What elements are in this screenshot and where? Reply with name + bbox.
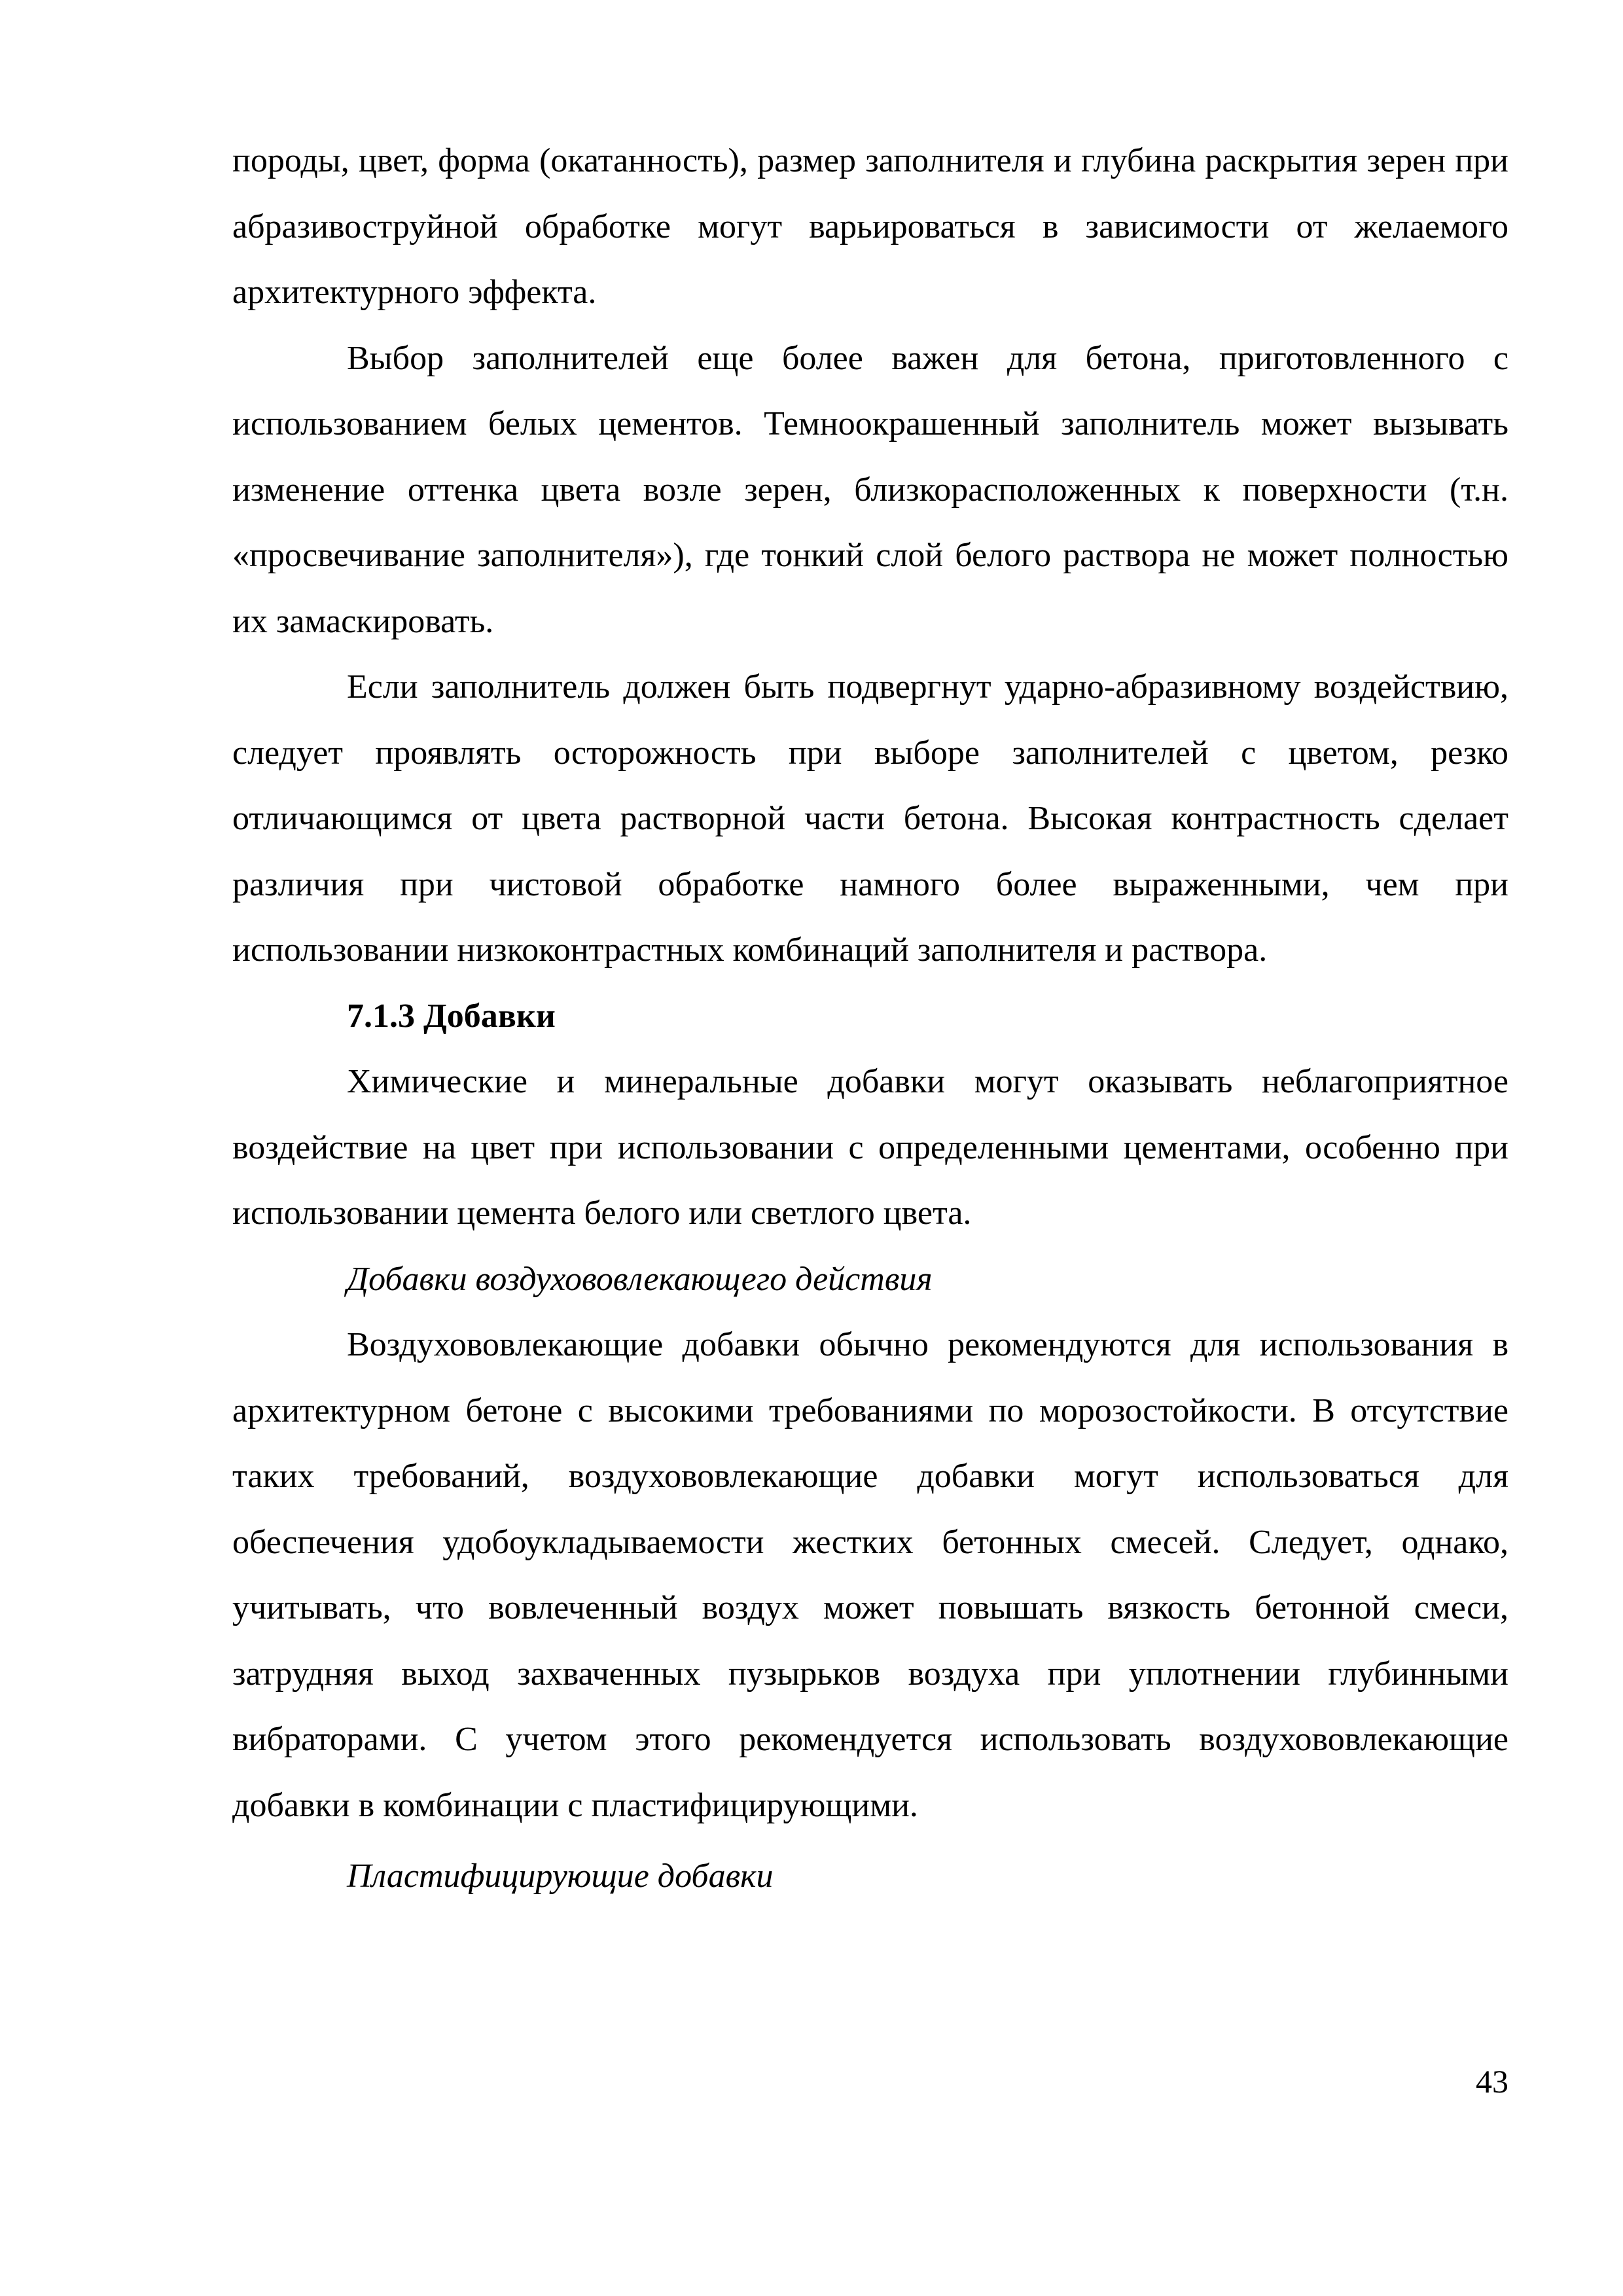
page-number: 43 <box>1476 2063 1508 2100</box>
paragraph-air-entraining: Воздухововлекающие добавки обычно рекомендуются для использования в архитектурном бетоне с высокими требованиями по морозостойкости. В отсутствие таких требований, воздухововлекающие добавки могут использоваться для обеспечения удобоукладываемости жестких бетонных смесей. Следует, однако, учитывать, что вовлеченный воздух может повышать вязкость бетонной смеси, затрудняя выход захваченных пузырьков воздуха при уплотнении глубинными вибраторами. С учетом этого рекомендуется использовать воздухововлекающие добавки в комбинации с пластифицирующими. <box>232 1326 1508 1824</box>
paragraph-continuation: породы, цвет, форма (окатанность), размер заполнителя и глубина раскрытия зерен при абразивоструйной обработке могут варьироваться в зависимости от желаемого архитектурного эффекта. <box>232 142 1508 311</box>
section-heading: 7.1.3 Добавки <box>347 997 556 1035</box>
subheading-air-entraining: Добавки воздухововлекающего действия <box>347 1260 933 1298</box>
paragraph-abrasive-treatment: Если заполнитель должен быть подвергнут ударно-абразивному воздействию, следует проявлять осторожность при выборе заполнителей с цветом, резко отличающимся от цвета растворной части бетона. Высокая контрастность сделает различия при чистовой обработке намного более выраженными, чем при использовании низкоконтрастных комбинаций заполнителя и раствора. <box>232 668 1508 969</box>
paragraph-aggregate-white-cement: Выбор заполнителей еще более важен для бетона, приготовленного с использованием белых цементов. Темноокрашенный заполнитель может вызывать изменение оттенка цвета возле зерен, близкорасположенных к поверхности (т.н. «просвечивание заполнителя»), где тонкий слой белого раствора не может полностью их замаскировать. <box>232 339 1508 640</box>
paragraph-admixtures: Химические и минеральные добавки могут оказывать неблагоприятное воздействие на цвет при использовании с определенными цементами, особенно при использовании цемента белого или светлого цвета. <box>232 1063 1508 1232</box>
subheading-plasticizing: Пластифицирующие добавки <box>347 1857 774 1895</box>
page-body <box>232 128 1508 1910</box>
